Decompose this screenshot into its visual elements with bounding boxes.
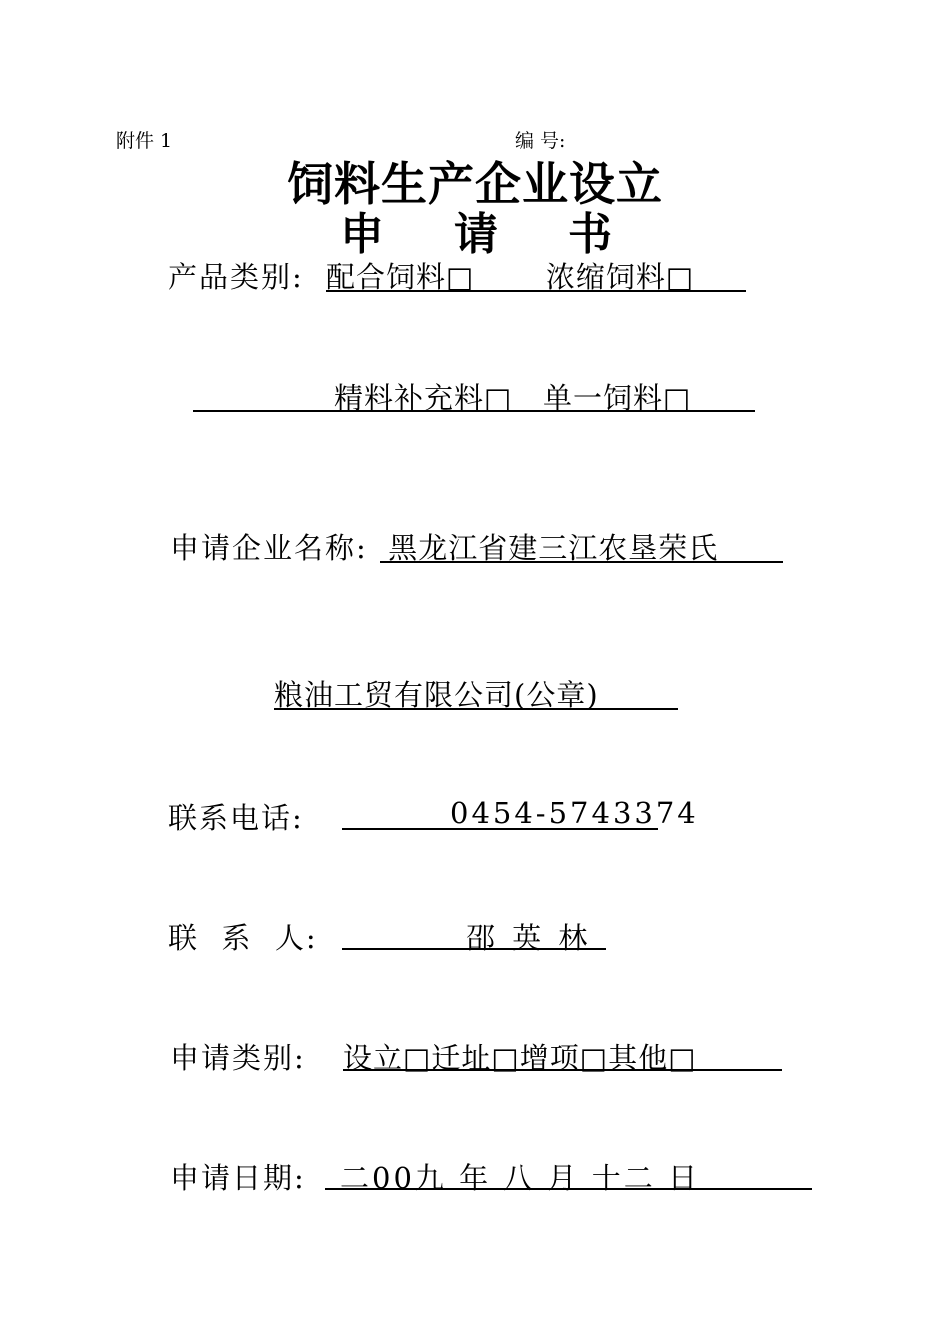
product-category-label: 产品类别: <box>168 260 304 294</box>
application-type-label: 申请类别: <box>170 1041 306 1075</box>
product-category-options-1: 配合饲料□ 浓缩饲料□ <box>326 260 695 294</box>
attachment-label: 附件 1 <box>116 130 173 152</box>
application-date-label: 申请日期: <box>170 1161 306 1195</box>
document-subtitle <box>340 198 612 262</box>
phone-label: 联系电话: <box>168 801 304 835</box>
contact-value: 邵 英 林 <box>466 921 592 955</box>
subtitle-char: 书 <box>568 209 612 260</box>
subtitle-char: 申 <box>340 209 384 260</box>
product-category-underline-1 <box>326 290 746 292</box>
company-name-underline-2 <box>274 708 678 710</box>
phone-value: 0454-5743374 <box>450 796 699 830</box>
application-type-underline <box>343 1069 782 1071</box>
company-name-line-2: 粮油工贸有限公司(公章) <box>274 678 599 712</box>
document-title: 饲料生产企业设立 <box>287 157 663 211</box>
company-name-line-1: 黑龙江省建三江农垦荣氏 <box>378 531 719 565</box>
number-label: 编 号: <box>515 130 566 152</box>
company-name-underline-1 <box>380 561 783 563</box>
application-date-underline <box>325 1188 812 1190</box>
company-name-label: 申请企业名称: <box>170 531 368 565</box>
subtitle-char: 请 <box>454 209 498 260</box>
contact-label: 联 系 人: <box>168 921 318 955</box>
application-type-value: 设立□迁址□增项□其他□ <box>343 1041 697 1075</box>
phone-underline <box>342 828 658 830</box>
product-category-options-2: 精料补充料□ 单一饲料□ <box>334 381 692 415</box>
contact-underline <box>342 948 606 950</box>
application-date-value: 二00九 年 八 月 十二 日 <box>340 1161 700 1195</box>
product-category-underline-2 <box>193 410 755 412</box>
